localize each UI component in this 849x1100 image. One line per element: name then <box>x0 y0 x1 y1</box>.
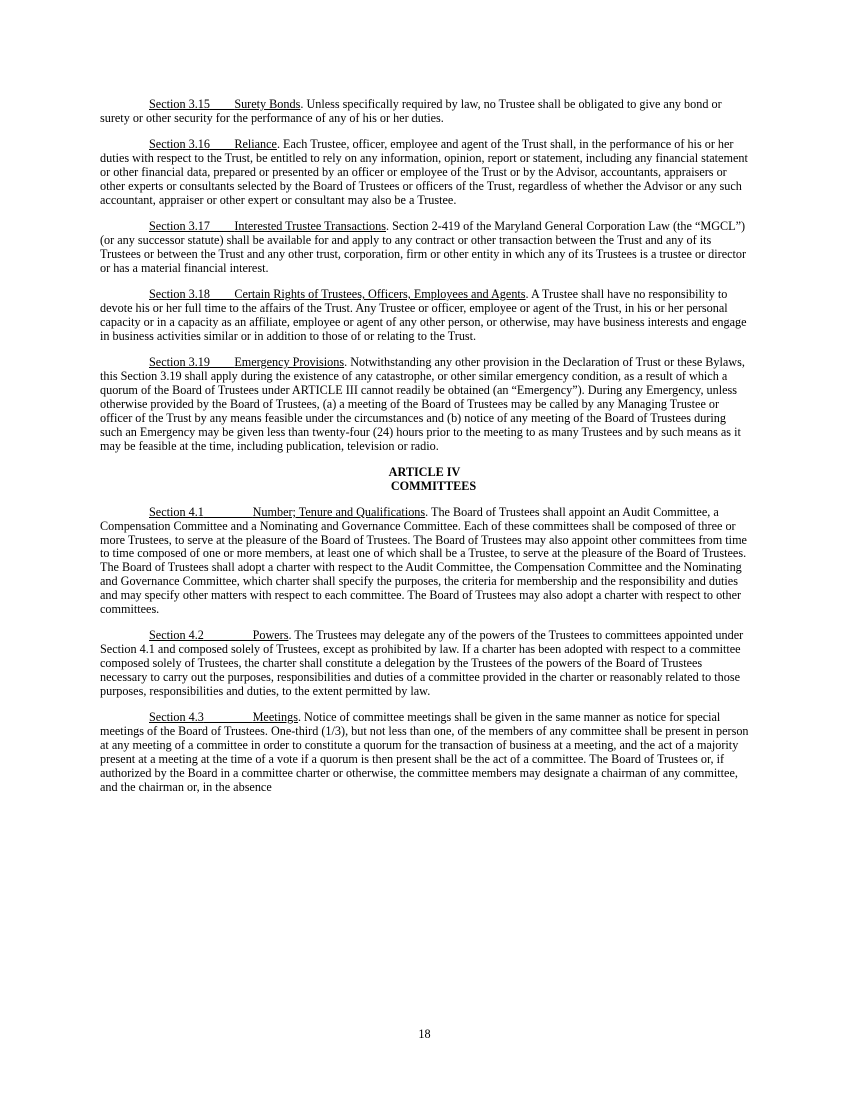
section-3-17 <box>100 220 749 276</box>
section-title: Number; Tenure and Qualifications <box>252 504 426 519</box>
section-body: . The Board of Trustees shall appoint an Audit Committee, a Compensation Committee and a Nominating and Governance Committee. Each of these committees shall be composed of three or more Trustees, to serve at the pleasure of the Board of Trustees. The Board of Trustees may also appoint other committees from time to time composed of one or more members, at least one of which shall be a Trustee, to serve at the pleasure of the Board of Trustees. The Board of Trustees shall adopt a charter with respect to the Audit Committee, the Compensation Committee and the Nominating and Governance Committee, which charter shall specify the purposes, the criteria for membership and the responsibility and duties and may specify other matters with respect to each committee. The Board of Trustees may also adopt a charter with respect to other committees. <box>100 504 747 617</box>
section-body: . Notwithstanding any other provision in the Declaration of Trust or these Bylaws, this Section 3.19 shall apply during the existence of any catastrophe, or other similar emergency condition, as a result of which a quorum of the Board of Trustees under ARTICLE III cannot readily be obtained (an “Emergency”). During any Emergency, unless otherwise provided by the Board of Trustees, (a) a meeting of the Board of Trustees may be called by any Managing Trustee or officer of the Trust by any means feasible under the circumstances and (b) notice of any meeting of the Board of Trustees during such an Emergency may be given less than twenty-four (24) hours prior to the meeting to as many Trustees and by such means as it may be feasible at the time, including publication, television or radio. <box>100 355 745 453</box>
section-body: . Unless specifically required by law, no Trustee shall be obligated to give any bond or surety or other security for the performance of any of his or her duties. <box>100 97 722 125</box>
section-body: . A Trustee shall have no responsibility to devote his or her full time to the affairs of the Trust. Any Trustee or officer, employee or agent of the Trust, in his or her personal capacity or in a capacity as an affiliate, employee or agent of any other person, or otherwise, may have business interests and engage in business activities similar or in addition to those of or relating to the Trust. <box>100 287 747 343</box>
section-body: . The Trustees may delegate any of the powers of the Trustees to committees appointed under Section 4.1 and composed solely of Trustees, except as prohibited by law. If a charter has been adopted with respect to a committee composed solely of Trustees, the charter shall constitute a delegation by the Trustees of the powers of the Board of Trustees necessary to carry out the purposes, responsibilities and duties of a committee provided in the charter or reasonably related to those purposes, responsibilities and duties, to the extent permitted by law. <box>100 628 744 698</box>
section-3-15 <box>100 98 749 126</box>
section-number: Section 4.2 <box>149 628 204 643</box>
section-body: . Notice of committee meetings shall be given in the same manner as notice for special meetings of the Board of Trustees. One-third (1/3), but not less than one, of the members of any committee shall be present in person at any meeting of a committee in order to constitute a quorum for the transaction of business at a meeting, and the act of a majority present at a meeting at the time of a vote if a quorum is then present shall be the act of a committee. The Board of Trustees or, if authorized by the Board in a committee charter or otherwise, the committee members may designate a chairman of any committee, and the chairman or, in the absence <box>100 710 749 794</box>
section-number: Section 3.15 <box>149 97 210 111</box>
section-number: Section 4.1 <box>149 504 204 519</box>
section-title: Emergency Provisions <box>234 355 345 370</box>
article-title: COMMITTEES <box>390 478 477 493</box>
section-number: Section 3.17 <box>149 219 210 234</box>
section-number: Section 4.3 <box>149 710 204 725</box>
section-body: . Section 2-419 of the Maryland General Corporation Law (the “MGCL”) (or any successor statute) shall be available for and apply to any contract or other transaction between the Trust and any of its Trustees or between the Trust and any other trust, corporation, firm or other entity in which any of its Trustees is a trustee or director or has a material financial interest. <box>100 219 747 275</box>
section-3-16 <box>100 138 749 208</box>
section-4-2 <box>100 629 749 699</box>
section-3-19 <box>100 356 749 453</box>
section-title: Surety Bonds <box>234 97 301 111</box>
section-number: Section 3.16 <box>149 137 210 152</box>
section-number: Section 3.18 <box>149 287 210 302</box>
section-body: . Each Trustee, officer, employee and agent of the Trust shall, in the performance of his or her duties with respect to the Trust, be entitled to rely on any information, opinion, report or statement, including any financial statement or other financial data, prepared or presented by an officer or employee of the Trust or by the Advisor, accountants, appraisers or other experts or consultants selected by the Board of Trustees or officers of the Trust, regardless of whether the Advisor or any such accountant, appraiser or other expert or consultant may also be a Trustee. <box>100 137 748 207</box>
section-title: Reliance <box>234 137 277 152</box>
section-3-18 <box>100 288 749 344</box>
page-number: 18 <box>418 1027 431 1041</box>
section-4-3 <box>100 711 749 794</box>
section-title: Certain Rights of Trustees, Officers, Employees and Agents <box>234 287 526 302</box>
section-4-1 <box>100 506 749 617</box>
section-number: Section 3.19 <box>149 355 210 370</box>
section-title: Meetings <box>252 710 298 725</box>
article-number: ARTICLE IV <box>388 464 461 479</box>
article-heading <box>100 466 749 494</box>
section-title: Powers <box>252 628 289 643</box>
section-title: Interested Trustee Transactions <box>234 219 386 234</box>
